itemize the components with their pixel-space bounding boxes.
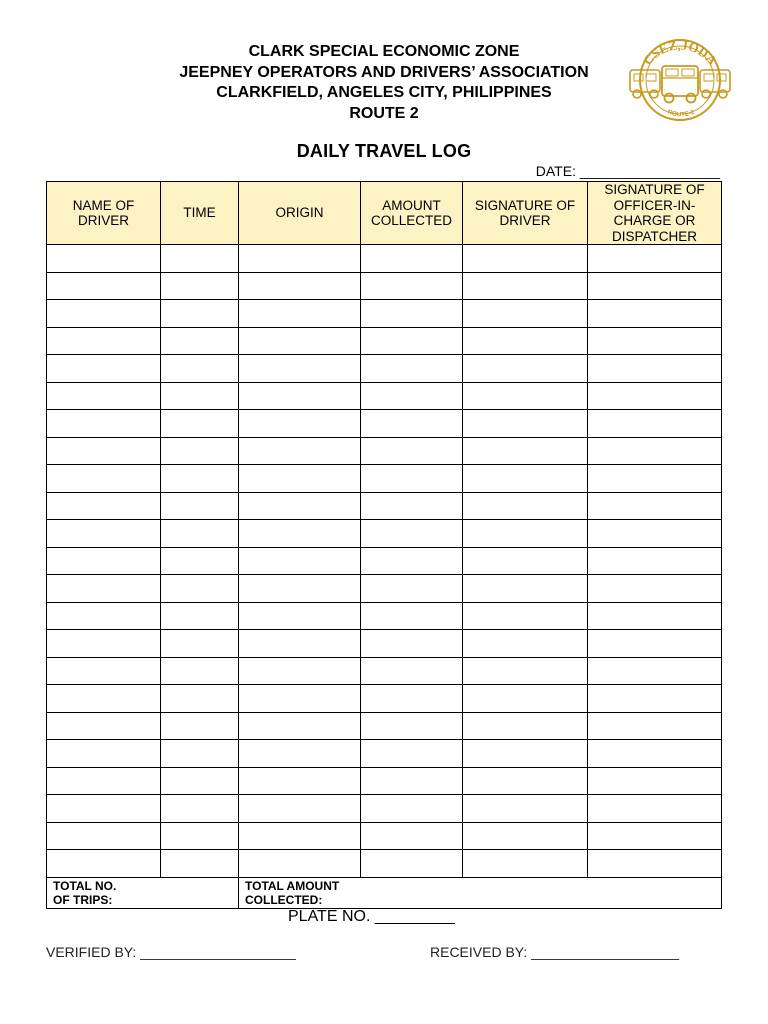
cell-sig_driver[interactable]: [463, 575, 588, 603]
cell-amount[interactable]: [361, 410, 463, 438]
cell-name[interactable]: [47, 712, 161, 740]
table-row: [47, 245, 722, 273]
cell-sig_driver[interactable]: [463, 822, 588, 850]
cell-origin[interactable]: [239, 272, 361, 300]
cell-sig_driver[interactable]: [463, 437, 588, 465]
document-header: [100, 42, 668, 124]
cell-time[interactable]: [161, 822, 239, 850]
cell-origin[interactable]: [239, 630, 361, 658]
cell-sig_driver[interactable]: [463, 602, 588, 630]
table-body: [47, 245, 722, 878]
cell-sig_driver[interactable]: [463, 657, 588, 685]
cell-sig_driver[interactable]: [463, 300, 588, 328]
cell-origin[interactable]: [239, 850, 361, 878]
cell-time[interactable]: [161, 327, 239, 355]
cell-amount[interactable]: [361, 850, 463, 878]
table-row: [47, 822, 722, 850]
cell-amount[interactable]: [361, 327, 463, 355]
cell-sig_driver[interactable]: [463, 795, 588, 823]
cell-name[interactable]: [47, 327, 161, 355]
cell-origin[interactable]: [239, 712, 361, 740]
cell-time[interactable]: [161, 575, 239, 603]
cell-origin[interactable]: [239, 547, 361, 575]
table-row: [47, 685, 722, 713]
cell-name[interactable]: [47, 300, 161, 328]
cell-sig_driver[interactable]: [463, 492, 588, 520]
cell-time[interactable]: [161, 630, 239, 658]
cell-sig_officer[interactable]: [588, 355, 722, 383]
cell-amount[interactable]: [361, 437, 463, 465]
cell-name[interactable]: [47, 767, 161, 795]
cell-origin[interactable]: [239, 740, 361, 768]
cell-time[interactable]: [161, 602, 239, 630]
table-row: [47, 327, 722, 355]
table-row: [47, 630, 722, 658]
cell-time[interactable]: [161, 492, 239, 520]
cell-sig_officer[interactable]: [588, 850, 722, 878]
cell-amount[interactable]: [361, 712, 463, 740]
cell-sig_driver[interactable]: [463, 767, 588, 795]
column-header-origin: ORIGIN: [239, 182, 361, 245]
cell-sig_officer[interactable]: [588, 767, 722, 795]
cell-time[interactable]: [161, 410, 239, 438]
date-field[interactable]: DATE: __________________: [535, 163, 720, 179]
cell-sig_officer[interactable]: [588, 657, 722, 685]
cell-time[interactable]: [161, 740, 239, 768]
header-line-4: ROUTE 2: [349, 104, 419, 122]
logo-top-text: CSEZ,JODA: [639, 37, 721, 68]
table-row: [47, 850, 722, 878]
cell-name[interactable]: [47, 795, 161, 823]
cell-origin[interactable]: [239, 410, 361, 438]
cell-sig_driver[interactable]: [463, 630, 588, 658]
cell-sig_officer[interactable]: [588, 575, 722, 603]
table-row: [47, 547, 722, 575]
cell-origin[interactable]: [239, 520, 361, 548]
table-row: [47, 712, 722, 740]
cell-sig_officer[interactable]: [588, 300, 722, 328]
cell-sig_officer[interactable]: [588, 795, 722, 823]
cell-name[interactable]: [47, 245, 161, 273]
cell-time[interactable]: [161, 520, 239, 548]
table-row: [47, 657, 722, 685]
cell-origin[interactable]: [239, 465, 361, 493]
cell-sig_driver[interactable]: [463, 520, 588, 548]
cell-name[interactable]: [47, 272, 161, 300]
header-line-3: CLARKFIELD, ANGELES CITY, PHILIPPINES: [216, 84, 552, 101]
cell-origin[interactable]: [239, 602, 361, 630]
cell-sig_officer[interactable]: [588, 712, 722, 740]
table-row: [47, 355, 722, 383]
cell-sig_driver[interactable]: [463, 465, 588, 493]
cell-origin[interactable]: [239, 327, 361, 355]
cell-origin[interactable]: [239, 355, 361, 383]
table-row: [47, 410, 722, 438]
cell-time[interactable]: [161, 657, 239, 685]
cell-name[interactable]: [47, 355, 161, 383]
plate-number-field[interactable]: PLATE NO. _________: [288, 908, 455, 925]
column-header-signature-of-officer: SIGNATURE OF OFFICER-IN- CHARGE OR DISPATCHER: [588, 182, 722, 245]
page-title: DAILY TRAVEL LOG: [296, 141, 472, 161]
table-row: [47, 492, 722, 520]
column-header-time: TIME: [161, 182, 239, 245]
cell-sig_officer[interactable]: [588, 410, 722, 438]
cell-amount[interactable]: [361, 492, 463, 520]
column-header-signature-of-driver: SIGNATURE OF DRIVER: [463, 182, 588, 245]
table-row: [47, 272, 722, 300]
cell-name[interactable]: [47, 575, 161, 603]
cell-sig_officer[interactable]: [588, 437, 722, 465]
cell-name[interactable]: [47, 740, 161, 768]
cell-sig_officer[interactable]: [588, 547, 722, 575]
cell-name[interactable]: [47, 547, 161, 575]
column-header-name-of-driver: NAME OF DRIVER: [47, 182, 161, 245]
cell-origin[interactable]: [239, 382, 361, 410]
cell-amount[interactable]: [361, 685, 463, 713]
cell-time[interactable]: [161, 355, 239, 383]
cell-name[interactable]: [47, 602, 161, 630]
cell-sig_officer[interactable]: [588, 382, 722, 410]
cell-amount[interactable]: [361, 795, 463, 823]
cell-time[interactable]: [161, 272, 239, 300]
cell-name[interactable]: [47, 437, 161, 465]
cell-amount[interactable]: [361, 272, 463, 300]
cell-sig_driver[interactable]: [463, 712, 588, 740]
cell-sig_driver[interactable]: [463, 245, 588, 273]
cell-time[interactable]: [161, 245, 239, 273]
cell-origin[interactable]: [239, 245, 361, 273]
table-row: [47, 767, 722, 795]
table-row: [47, 465, 722, 493]
table-row: [47, 520, 722, 548]
totals-row: [47, 877, 722, 908]
cell-time[interactable]: [161, 767, 239, 795]
table-row: [47, 437, 722, 465]
cell-amount[interactable]: [361, 657, 463, 685]
cell-sig_driver[interactable]: [463, 355, 588, 383]
cell-origin[interactable]: [239, 767, 361, 795]
cell-amount[interactable]: [361, 767, 463, 795]
cell-sig_officer[interactable]: [588, 520, 722, 548]
cell-amount[interactable]: [361, 355, 463, 383]
table-row: [47, 740, 722, 768]
cell-sig_officer[interactable]: [588, 685, 722, 713]
cell-origin[interactable]: [239, 300, 361, 328]
cell-sig_officer[interactable]: [588, 740, 722, 768]
cell-sig_officer[interactable]: [588, 492, 722, 520]
cell-sig_driver[interactable]: [463, 410, 588, 438]
cell-sig_driver[interactable]: [463, 850, 588, 878]
cell-sig_driver[interactable]: [463, 685, 588, 713]
cell-time[interactable]: [161, 547, 239, 575]
travel-log-table: [46, 181, 722, 909]
cell-name[interactable]: [47, 657, 161, 685]
cell-amount[interactable]: [361, 520, 463, 548]
cell-sig_officer[interactable]: [588, 822, 722, 850]
cell-origin[interactable]: [239, 822, 361, 850]
cell-time[interactable]: [161, 300, 239, 328]
cell-name[interactable]: [47, 850, 161, 878]
association-logo: [624, 26, 736, 126]
verified-by-field[interactable]: VERIFIED BY: ____________________: [46, 944, 296, 960]
cell-amount[interactable]: [361, 382, 463, 410]
cell-name[interactable]: [47, 630, 161, 658]
cell-name[interactable]: [47, 465, 161, 493]
cell-time[interactable]: [161, 712, 239, 740]
table-row: [47, 795, 722, 823]
cell-sig_driver[interactable]: [463, 382, 588, 410]
table-row: [47, 575, 722, 603]
cell-origin[interactable]: [239, 492, 361, 520]
received-by-field[interactable]: RECEIVED BY: ___________________: [430, 944, 680, 960]
cell-time[interactable]: [161, 850, 239, 878]
total-trips-label: TOTAL NO. OF TRIPS:: [47, 877, 239, 908]
table-row: [47, 300, 722, 328]
cell-amount[interactable]: [361, 547, 463, 575]
cell-sig_driver[interactable]: [463, 272, 588, 300]
cell-sig_officer[interactable]: [588, 245, 722, 273]
cell-sig_officer[interactable]: [588, 602, 722, 630]
cell-name[interactable]: [47, 492, 161, 520]
cell-time[interactable]: [161, 382, 239, 410]
cell-sig_driver[interactable]: [463, 740, 588, 768]
total-amount-label: TOTAL AMOUNT COLLECTED:: [239, 877, 722, 908]
cell-sig_officer[interactable]: [588, 327, 722, 355]
cell-name[interactable]: [47, 382, 161, 410]
cell-amount[interactable]: [361, 575, 463, 603]
cell-time[interactable]: [161, 795, 239, 823]
column-header-amount-collected: AMOUNT COLLECTED: [361, 182, 463, 245]
cell-name[interactable]: [47, 520, 161, 548]
cell-sig_officer[interactable]: [588, 272, 722, 300]
cell-name[interactable]: [47, 685, 161, 713]
table-row: [47, 382, 722, 410]
cell-amount[interactable]: [361, 245, 463, 273]
cell-origin[interactable]: [239, 685, 361, 713]
cell-origin[interactable]: [239, 657, 361, 685]
table-row: [47, 602, 722, 630]
header-line-2: JEEPNEY OPERATORS AND DRIVERS’ ASSOCIATION: [179, 63, 589, 81]
cell-sig_driver[interactable]: [463, 547, 588, 575]
cell-amount[interactable]: [361, 740, 463, 768]
cell-sig_officer[interactable]: [588, 465, 722, 493]
cell-origin[interactable]: [239, 575, 361, 603]
cell-sig_driver[interactable]: [463, 327, 588, 355]
logo-bottom-text: ROUTE-2: [666, 108, 696, 119]
header-line-1: CLARK SPECIAL ECONOMIC ZONE: [248, 43, 520, 60]
cell-name[interactable]: [47, 822, 161, 850]
cell-amount[interactable]: [361, 465, 463, 493]
cell-amount[interactable]: [361, 822, 463, 850]
cell-time[interactable]: [161, 685, 239, 713]
cell-origin[interactable]: [239, 795, 361, 823]
cell-amount[interactable]: [361, 300, 463, 328]
cell-amount[interactable]: [361, 602, 463, 630]
cell-time[interactable]: [161, 465, 239, 493]
cell-origin[interactable]: [239, 437, 361, 465]
cell-time[interactable]: [161, 437, 239, 465]
cell-sig_officer[interactable]: [588, 630, 722, 658]
cell-amount[interactable]: [361, 630, 463, 658]
cell-name[interactable]: [47, 410, 161, 438]
table-header-row: [47, 182, 722, 245]
